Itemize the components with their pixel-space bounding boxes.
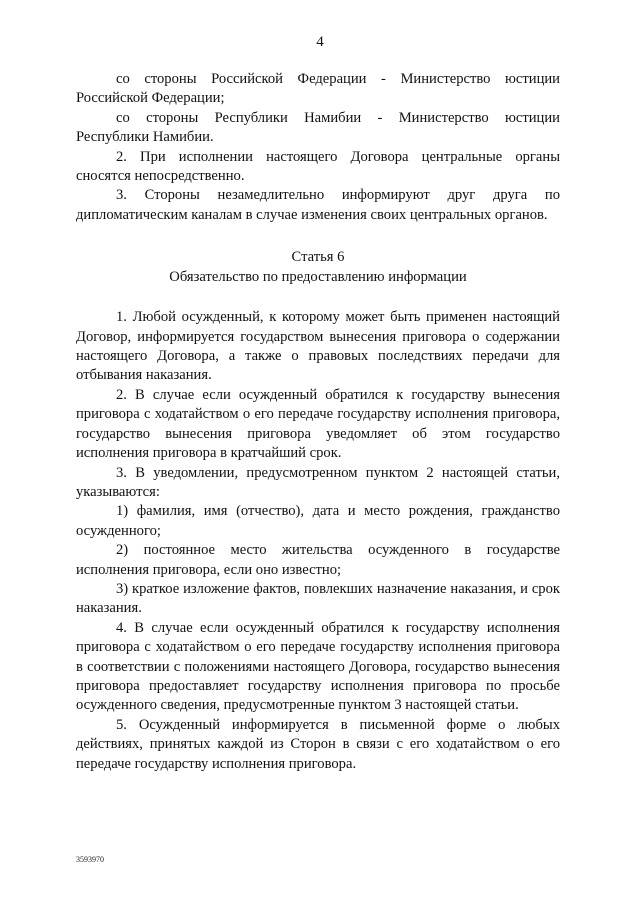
paragraph: со стороны Республики Намибии - Министерство юстиции Республики Намибии. — [76, 109, 560, 146]
paragraph: 3. Стороны незамедлительно информируют друг друга по дипломатическим каналам в случае изменения своих центральных органов. — [76, 187, 560, 223]
article-heading — [76, 247, 560, 287]
paragraph: 1) фамилия, имя (отчество), дата и место рождения, гражданство осужденного; — [76, 503, 560, 539]
document-body — [76, 70, 560, 774]
article-title: Обязательство по предоставлению информации — [169, 269, 467, 286]
paragraph: 4. В случае если осужденный обратился к государству исполнения приговора с ходатайством о его передаче государству исполнения приговора в соответствии с положениями настоящего Договора, государство вынесения приговора предоставляет государству исполнения приговора по просьбе осужденного сведения, предусмотренные пунктом 3 настоящей статьи. — [76, 619, 560, 714]
paragraph: 3) краткое изложение фактов, повлекших назначение наказания, и срок наказания. — [76, 580, 560, 617]
document-code: 3593970 — [76, 855, 104, 864]
paragraph: 2. В случае если осужденный обратился к государству вынесения приговора с ходатайством о его передаче государству исполнения приговора, государство вынесения приговора уведомляет об этом государство исполнения приговора в кратчайший срок. — [76, 386, 560, 462]
paragraph: 1. Любой осужденный, к которому может быть применен настоящий Договор, информируется государством вынесения приговора о содержании настоящего Договора, а также о правовых последствиях передачи для отбывания наказания. — [76, 309, 560, 384]
paragraph: 2) постоянное место жительства осужденного в государстве исполнения приговора, если оно известно; — [76, 542, 560, 578]
page-number: 4 — [316, 34, 324, 50]
paragraph: 2. При исполнении настоящего Договора центральные органы сносятся непосредственно. — [76, 148, 560, 185]
paragraph: со стороны Российской Федерации - Министерство юстиции Российской Федерации; — [76, 71, 560, 107]
article-number: Статья 6 — [291, 249, 345, 266]
paragraph: 5. Осужденный информируется в письменной форме о любых действиях, принятых каждой из Сторон в связи с его ходатайством о его передаче государству исполнения приговора. — [76, 716, 560, 772]
paragraph: 3. В уведомлении, предусмотренном пунктом 2 настоящей статьи, указываются: — [76, 464, 560, 500]
